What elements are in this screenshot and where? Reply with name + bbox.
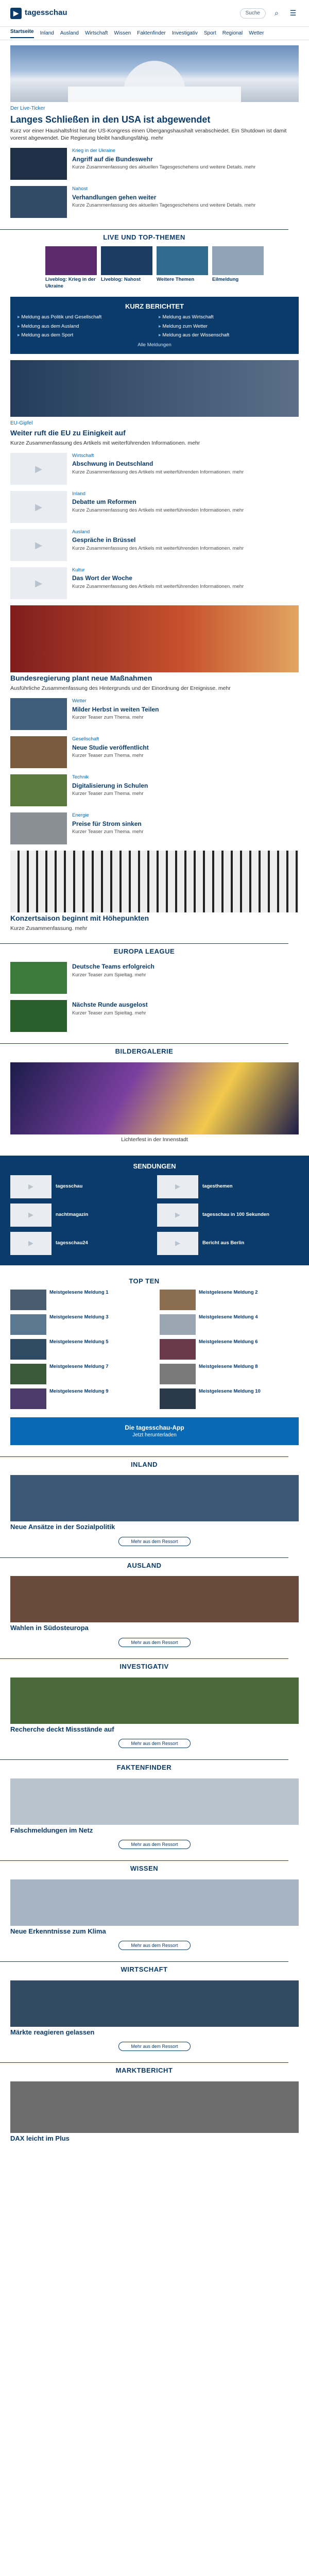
section-lead-image[interactable]	[10, 1879, 299, 1926]
section-more-button[interactable]: Mehr aus dem Ressort	[118, 1739, 191, 1748]
article-topline: Nahost	[72, 186, 88, 192]
article-title[interactable]: Weiter ruft die EU zu Einigkeit auf	[10, 428, 126, 437]
nav-item-investigativ[interactable]: Investigativ	[171, 30, 198, 36]
article-title[interactable]: Verhandlungen gehen weiter	[72, 193, 157, 201]
section-title-live: LIVE UND TOP-THEMEN	[0, 229, 288, 242]
topten-item[interactable]: Meistgelesene Meldung 3	[10, 1314, 149, 1335]
list-item[interactable]	[10, 186, 299, 218]
marktbericht-image[interactable]	[10, 2081, 299, 2133]
brand-logo[interactable]	[10, 8, 67, 19]
sendung-item[interactable]: ▶ nachtmagazin	[10, 1204, 152, 1227]
nav-item-wissen[interactable]: Wissen	[114, 30, 131, 36]
marktbericht-headline[interactable]: DAX leicht im Plus	[10, 2134, 70, 2142]
gallery-image[interactable]	[10, 1062, 299, 1134]
section-more-button[interactable]: Mehr aus dem Ressort	[118, 1941, 191, 1950]
hero-topline: Der Live-Ticker	[10, 106, 45, 111]
section-more-button[interactable]: Mehr aus dem Ressort	[118, 2042, 191, 2051]
topten-item[interactable]: Meistgelesene Meldung 8	[160, 1364, 299, 1384]
kurz-more-link[interactable]: Alle Meldungen	[138, 342, 171, 348]
list-item[interactable]: Nächste Runde ausgelost Kurzer Teaser zum Spieltag. mehr	[10, 1000, 299, 1032]
nav-item-startseite[interactable]: Startseite	[10, 28, 34, 38]
section-lead-title[interactable]: Neue Erkenntnisse zum Klima	[10, 1927, 106, 1935]
feature-title[interactable]: Konzertsaison beginnt mit Höhepunkten	[10, 913, 149, 922]
section-title: WISSEN	[0, 1860, 288, 1873]
brand-name: tagesschau	[25, 8, 67, 18]
kurz-item[interactable]: ▸ Meldung aus dem Sport	[18, 332, 150, 339]
hero-headline[interactable]: Langes Schließen in den USA ist abgewendet	[10, 114, 211, 125]
topten-item[interactable]: Meistgelesene Meldung 10	[160, 1388, 299, 1409]
search-input[interactable]: Suche	[240, 8, 266, 19]
section-lead-title[interactable]: Recherche deckt Missstände auf	[10, 1725, 114, 1733]
topten-item[interactable]: Meistgelesene Meldung 4	[160, 1314, 299, 1335]
section-lead-image[interactable]	[10, 1475, 299, 1521]
section-title: INLAND	[0, 1456, 288, 1469]
list-item[interactable]: Energie Preise für Strom sinken Kurzer Teaser zum Thema. mehr	[10, 812, 299, 844]
article-teaser: Kurze Zusammenfassung des Artikels mit weiterführenden Informationen. mehr	[10, 439, 200, 446]
feature-image[interactable]	[10, 605, 299, 672]
story-image[interactable]	[10, 360, 299, 417]
kurz-item[interactable]: ▸ Meldung aus der Wissenschaft	[159, 332, 291, 339]
list-item[interactable]	[10, 148, 299, 180]
list-item[interactable]: ▶ Inland Debatte um Reformen Kurze Zusammenfassung des Artikels mit weiterführenden Informationen. mehr	[10, 491, 299, 523]
sendung-item[interactable]: ▶ tagesschau24	[10, 1232, 152, 1255]
header-tools	[240, 8, 299, 19]
hero-image[interactable]	[10, 45, 299, 102]
sendungen-section	[0, 1156, 309, 1265]
hero-teaser: Kurz vor einer Haushaltsfrist hat der US-Kongress einen Übergangshaushalt verabschiedet. Ein Shutdown ist damit vorerst abgewendet. Die Regierung bleibt handlungsfähig. mehr	[10, 127, 287, 141]
live-item[interactable]: Weitere Themen	[157, 246, 208, 290]
list-item[interactable]: ▶ Kultur Das Wort der Woche Kurze Zusammenfassung des Artikels mit weiterführenden Informationen. mehr	[10, 567, 299, 599]
topten-item[interactable]: Meistgelesene Meldung 9	[10, 1388, 149, 1409]
article-topline: EU-Gipfel	[10, 420, 33, 427]
nav-item-faktenfinder[interactable]: Faktenfinder	[137, 30, 166, 36]
section-lead-image[interactable]	[10, 1677, 299, 1724]
nav-item-ausland[interactable]: Ausland	[60, 30, 79, 36]
topten-item[interactable]: Meistgelesene Meldung 2	[160, 1290, 299, 1310]
section-more-button[interactable]: Mehr aus dem Ressort	[118, 1537, 191, 1546]
nav-item-sport[interactable]: Sport	[203, 30, 216, 36]
logo-icon: ▶	[10, 8, 22, 19]
section-title: INVESTIGATIV	[0, 1658, 288, 1671]
section-title: AUSLAND	[0, 1557, 288, 1570]
list-item[interactable]: ▶ Wirtschaft Abschwung in Deutschland Kurze Zusammenfassung des Artikels mit weiterführenden Informationen. mehr	[10, 453, 299, 485]
sendung-item[interactable]: ▶ Bericht aus Berlin	[157, 1232, 299, 1255]
kurz-berichtet-box	[10, 297, 299, 354]
live-item[interactable]: Eilmeldung	[212, 246, 264, 290]
nav-item-wirtschaft[interactable]: Wirtschaft	[84, 30, 108, 36]
nav-item-inland[interactable]: Inland	[40, 30, 54, 36]
section-lead-image[interactable]	[10, 1576, 299, 1622]
article-thumbnail	[10, 186, 67, 218]
list-item[interactable]: Deutsche Teams erfolgreich Kurzer Teaser zum Spieltag. mehr	[10, 962, 299, 994]
section-title: WIRTSCHAFT	[0, 1961, 288, 1974]
feature-teaser: Kurze Zusammenfassung. mehr	[10, 925, 88, 931]
topten-item[interactable]: Meistgelesene Meldung 5	[10, 1339, 149, 1360]
hero-text	[10, 105, 299, 218]
section-title-topten: TOP TEN	[129, 1277, 160, 1285]
app-banner[interactable]: Die tagesschau-App Jetzt herunterladen	[10, 1417, 299, 1445]
feature-image[interactable]	[10, 851, 299, 912]
article-teaser: Kurze Zusammenfassung des aktuellen Tagesgeschehens und weitere Details. mehr	[72, 202, 256, 209]
gallery-caption: Lichterfest in der Innenstadt	[121, 1136, 188, 1143]
list-item[interactable]: Wetter Milder Herbst in weiten Teilen Kurzer Teaser zum Thema. mehr	[10, 698, 299, 730]
live-item[interactable]: Liveblog: Nahost	[101, 246, 152, 290]
section-lead-title[interactable]: Märkte reagieren gelassen	[10, 2028, 95, 2036]
list-item[interactable]: Technik Digitalisierung in Schulen Kurzer Teaser zum Thema. mehr	[10, 774, 299, 806]
section-more-button[interactable]: Mehr aus dem Ressort	[118, 1840, 191, 1849]
article-teaser: Kurze Zusammenfassung des aktuellen Tagesgeschehens und weitere Details. mehr	[72, 164, 256, 171]
search-icon[interactable]: ⌕	[274, 9, 279, 18]
article-thumbnail	[10, 148, 67, 180]
kurz-item[interactable]: ▸ Meldung aus Wirtschaft	[159, 314, 291, 321]
section-title-europa: EUROPA LEAGUE	[0, 943, 288, 956]
kurz-title: KURZ BERICHTET	[125, 302, 184, 311]
topten-item[interactable]: Meistgelesene Meldung 6	[160, 1339, 299, 1360]
sendung-item[interactable]: ▶ tagesthemen	[157, 1175, 299, 1198]
kurz-item[interactable]: ▸ Meldung aus dem Ausland	[18, 324, 150, 330]
section-lead-title[interactable]: Falschmeldungen im Netz	[10, 1826, 93, 1834]
section-lead-image[interactable]	[10, 1980, 299, 2027]
section-lead-title[interactable]: Neue Ansätze in der Sozialpolitik	[10, 1523, 115, 1531]
topten-list	[10, 1290, 299, 1409]
sendung-item[interactable]: ▶ tagesschau in 100 Sekunden	[157, 1204, 299, 1227]
nav-item-wetter[interactable]: Wetter	[249, 30, 264, 36]
kurz-item[interactable]: ▸ Meldung zum Wetter	[159, 324, 291, 330]
feature-title[interactable]: Bundesregierung plant neue Maßnahmen	[10, 673, 152, 682]
topten-item[interactable]: Meistgelesene Meldung 7	[10, 1364, 149, 1384]
feature-teaser: Ausführliche Zusammenfassung des Hintergrunds und der Einordnung der Ereignisse. mehr	[10, 685, 231, 691]
main-nav	[0, 27, 309, 40]
section-title-gallery: BILDERGALERIE	[0, 1043, 288, 1056]
live-item[interactable]: Liveblog: Krieg in der Ukraine	[45, 246, 97, 290]
section-title-marktbericht: MARKTBERICHT	[0, 2062, 288, 2075]
menu-icon[interactable]: ☰	[289, 9, 297, 18]
live-list	[0, 246, 309, 290]
section-title-sendungen: SENDUNGEN	[133, 1162, 176, 1171]
topten-item[interactable]: Meistgelesene Meldung 1	[10, 1290, 149, 1310]
section-more-button[interactable]: Mehr aus dem Ressort	[118, 1638, 191, 1647]
list-item[interactable]: ▶ Ausland Gespräche in Brüssel Kurze Zusammenfassung des Artikels mit weiterführenden Informationen. mehr	[10, 529, 299, 561]
nav-item-regional[interactable]: Regional	[222, 30, 243, 36]
article-title[interactable]: Angriff auf die Bundeswehr	[72, 155, 153, 163]
site-header	[0, 0, 309, 27]
article-topline: Krieg in der Ukraine	[72, 148, 115, 154]
section-title: FAKTENFINDER	[0, 1759, 288, 1772]
sendung-item[interactable]: ▶ tagesschau	[10, 1175, 152, 1198]
section-lead-title[interactable]: Wahlen in Südosteuropa	[10, 1624, 89, 1632]
list-item[interactable]: Gesellschaft Neue Studie veröffentlicht Kurzer Teaser zum Thema. mehr	[10, 736, 299, 768]
section-lead-image[interactable]	[10, 1778, 299, 1825]
kurz-item[interactable]: ▸ Meldung aus Politik und Gesellschaft	[18, 314, 150, 321]
